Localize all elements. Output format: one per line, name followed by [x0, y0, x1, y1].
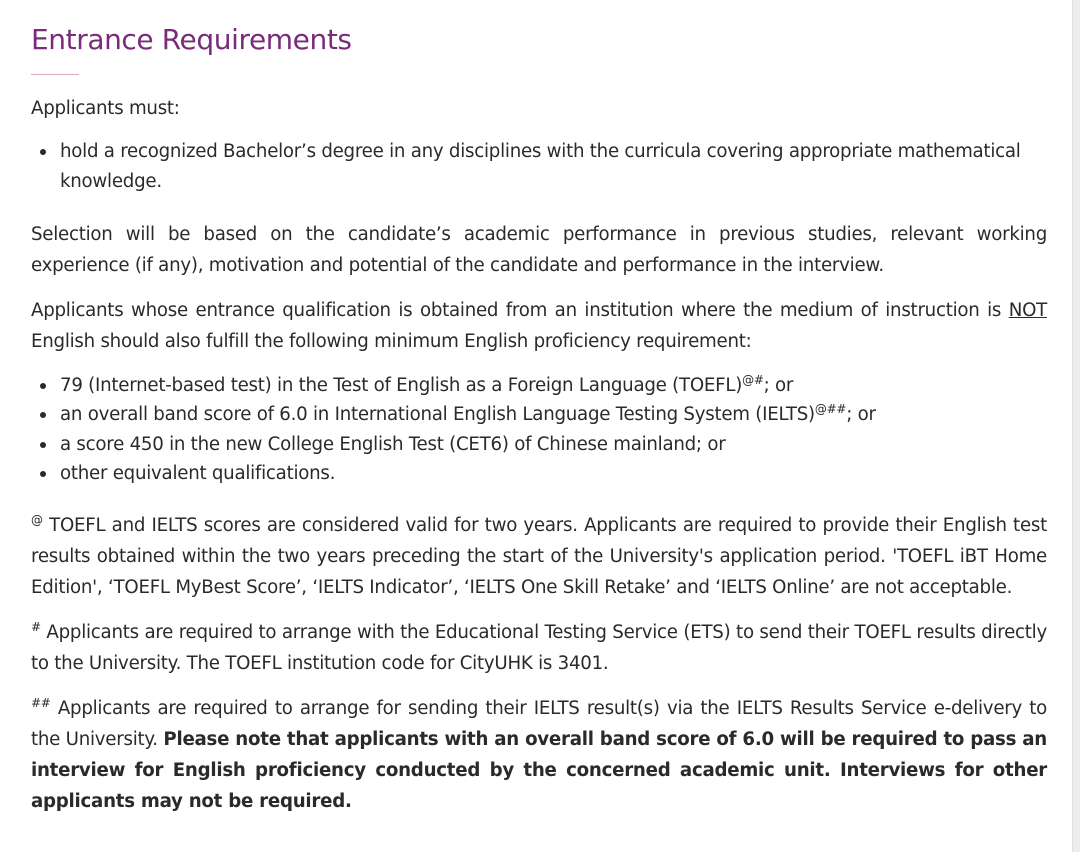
english-requirement-intro — [31, 295, 1047, 357]
page-title: Entrance Requirements — [31, 23, 352, 56]
list-item-suffix: ; or — [846, 404, 876, 426]
entrance-requirements-section — [31, 18, 1047, 817]
list-item-text: an overall band score of 6.0 in International English Language Testing System (IELTS) — [60, 404, 815, 426]
list-item-text: a score 450 in the new College English Test (CET6) of Chinese mainland; or — [60, 433, 726, 455]
footnote-marker: @# — [742, 373, 764, 387]
list-item — [60, 430, 1047, 459]
footnote-text: Applicants are required to arrange for sending their IELTS result(s) via the IELTS Results Service e-delivery to the University. — [31, 698, 1047, 751]
footnote-at — [31, 510, 1047, 603]
title-underline — [31, 74, 79, 75]
list-item-text: 79 (Internet-based test) in the Test of English as a Foreign Language (TOEFL) — [60, 375, 743, 396]
footnote-marker: # — [31, 620, 41, 635]
list-item — [60, 459, 1047, 488]
not-emphasis: NOT — [1008, 300, 1047, 321]
right-edge-divider — [1072, 0, 1080, 852]
footnote-text: TOEFL and IELTS scores are considered valid for two years. Applicants are required to provide their English test results obtained within the two years preceding the start of the University's application period. 'TOEFL iBT Home Edition', ‘TOEFL MyBest Score’, ‘IELTS Indicator’, ‘IELTS One Skill Retake’ and ‘IELTS Online’ are not acceptable. — [31, 515, 1047, 599]
footnote-marker: ## — [31, 696, 51, 711]
degree-requirement-list — [31, 137, 1047, 197]
footnote-text: Applicants are required to arrange with the Educational Testing Service (ETS) to send their TOEFL results directly to the University. The TOEFL institution code for CityUHK is 3401. — [31, 622, 1047, 675]
list-item: hold a recognized Bachelor’s degree in any disciplines with the curricula covering appropriate mathematical knowledge. — [60, 137, 1047, 197]
footnote-hash — [31, 617, 1047, 679]
selection-criteria-text: Selection will be based on the candidate’s academic performance in previous studies, relevant working experience (if any), motivation and potential of the candidate and performance in the interview. — [31, 224, 1047, 276]
list-item-text: other equivalent qualifications. — [60, 462, 336, 484]
footnote-marker: @## — [814, 402, 847, 417]
footnote-bold-text: Please note that applicants with an overall band score of 6.0 will be required to pass an interview for English proficiency conducted by the concerned academic unit. Interviews for other applicants may not be required. — [31, 729, 1048, 813]
list-item — [60, 400, 1047, 429]
footnote-double-hash — [31, 693, 1047, 817]
list-item-suffix: ; or — [763, 375, 794, 396]
footnote-marker: @ — [31, 513, 43, 528]
english-intro-after: English should also fulfill the following minimum English proficiency requirement: — [31, 331, 752, 352]
english-intro-before: Applicants whose entrance qualification is obtained from an institution where the medium of instruction is — [31, 300, 1009, 321]
english-requirement-list — [31, 371, 1047, 488]
list-item — [60, 371, 1047, 400]
intro-text: Applicants must: — [31, 98, 180, 119]
